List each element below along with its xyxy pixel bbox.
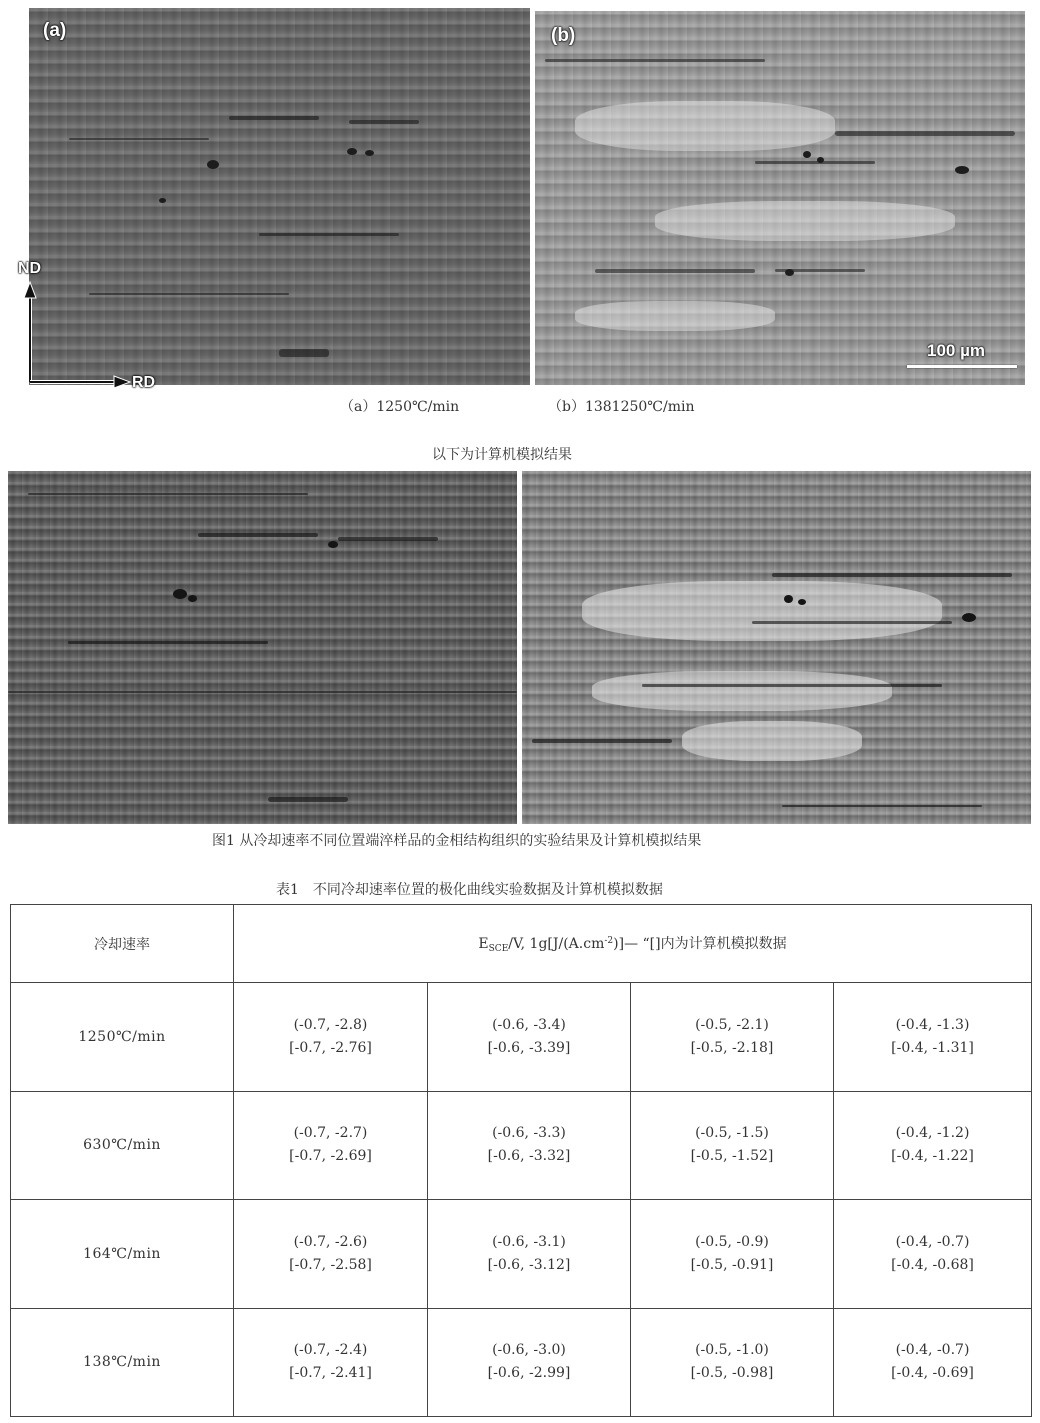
header-cooling-rate: 冷却速率 — [11, 905, 234, 983]
simulation-image-left — [8, 471, 517, 824]
table-cell: (-0.4, -1.3) [-0.4, -1.31] — [834, 983, 1032, 1092]
caption-a: （a）1250℃/min — [340, 399, 460, 415]
row-rate: 164℃/min — [11, 1200, 234, 1309]
table-row — [11, 1308, 1032, 1417]
table-cell: (-0.4, -0.7) [-0.4, -0.69] — [834, 1308, 1032, 1417]
axis-nd-label: ND — [18, 260, 42, 277]
table-cell: (-0.6, -3.1) [-0.6, -3.12] — [428, 1200, 631, 1309]
figure-caption: 图1 从冷却速率不同位置端淬样品的金相结构组织的实验结果及计算机模拟结果 — [212, 833, 702, 849]
table-row — [11, 983, 1032, 1092]
row-rate: 630℃/min — [11, 1091, 234, 1200]
table-cell: (-0.7, -2.7) [-0.7, -2.69] — [234, 1091, 428, 1200]
simulation-image-right — [522, 471, 1031, 824]
caption-b: （b）1381250℃/min — [548, 399, 695, 415]
row-rate: 1250℃/min — [11, 983, 234, 1092]
table-cell: (-0.4, -0.7) [-0.4, -0.68] — [834, 1200, 1032, 1309]
table-cell: (-0.7, -2.6) [-0.7, -2.58] — [234, 1200, 428, 1309]
table-cell: (-0.6, -3.0) [-0.6, -2.99] — [428, 1308, 631, 1417]
row-rate: 138℃/min — [11, 1308, 234, 1417]
panel-a-label: (a) — [43, 20, 67, 41]
scale-bar-label: 100 µm — [927, 341, 985, 360]
simulation-heading: 以下为计算机模拟结果 — [432, 447, 572, 463]
table-cell: (-0.6, -3.4) [-0.6, -3.39] — [428, 983, 631, 1092]
table-cell: (-0.5, -1.0) [-0.5, -0.98] — [631, 1308, 834, 1417]
scale-bar — [907, 365, 1017, 368]
table-title: 表1 不同冷却速率位置的极化曲线实验数据及计算机模拟数据 — [276, 882, 663, 898]
table-cell: (-0.7, -2.4) [-0.7, -2.41] — [234, 1308, 428, 1417]
table-row — [11, 1091, 1032, 1200]
header-values: $E_{SCE}/V$, $1g[J/(A.cm^{-2})]—$ “[]内为计算机模拟数据 — [234, 905, 1032, 983]
table-header-row — [11, 905, 1032, 983]
table-cell: (-0.4, -1.2) [-0.4, -1.22] — [834, 1091, 1032, 1200]
polarization-table — [10, 904, 1032, 1417]
table-cell: (-0.5, -0.9) [-0.5, -0.91] — [631, 1200, 834, 1309]
table-row — [11, 1200, 1032, 1309]
table-cell: (-0.5, -2.1) [-0.5, -2.18] — [631, 983, 834, 1092]
table-cell: (-0.5, -1.5) [-0.5, -1.52] — [631, 1091, 834, 1200]
panel-b-label: (b) — [551, 25, 576, 46]
table-cell: (-0.6, -3.3) [-0.6, -3.32] — [428, 1091, 631, 1200]
table-cell: (-0.7, -2.8) [-0.7, -2.76] — [234, 983, 428, 1092]
micrograph-b — [535, 11, 1025, 385]
axis-rd-label: RD — [132, 374, 156, 391]
